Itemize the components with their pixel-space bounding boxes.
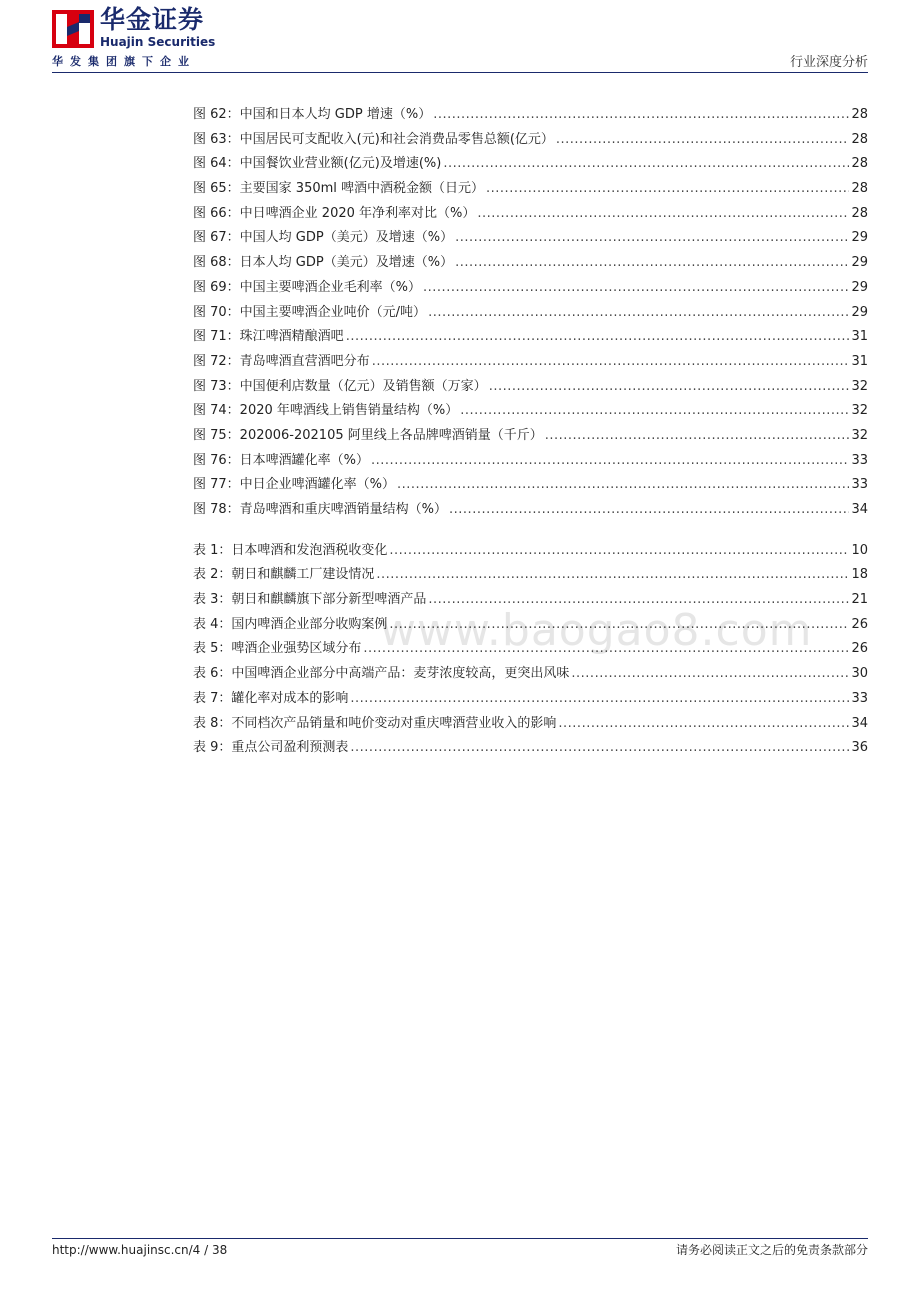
toc-entry-page: 28 [851, 181, 868, 197]
watermark: www.baogao8.com [380, 605, 813, 656]
leader-dots [428, 588, 849, 613]
toc-entry-figure[interactable] [193, 128, 868, 153]
toc-entry-figure[interactable] [193, 498, 868, 523]
toc-entry-page: 32 [851, 427, 868, 443]
leader-dots [389, 613, 849, 638]
toc-entry-figure[interactable] [193, 301, 868, 326]
toc-entry-page: 28 [851, 156, 868, 172]
toc-entry-page: 28 [851, 205, 868, 221]
toc-entry-figure[interactable] [193, 350, 868, 375]
brand-name-en: Huajin Securities [100, 35, 216, 49]
toc-entry-page: 26 [851, 616, 868, 632]
toc-entry-figure[interactable] [193, 251, 868, 276]
toc-entry-table[interactable] [193, 687, 868, 712]
leader-dots [443, 152, 849, 177]
leader-dots [389, 539, 849, 564]
toc-entry-label: 图 68：日本人均 GDP（美元）及增速（%） [193, 255, 454, 271]
toc-entry-page: 10 [851, 542, 868, 558]
toc-entry-page: 31 [851, 329, 868, 345]
toc-entry-page: 34 [851, 715, 868, 731]
toc-entry-label: 表 6：中国啤酒企业部分中高端产品：麦芽浓度较高，更突出风味 [193, 666, 570, 682]
leader-dots [350, 736, 849, 761]
toc-entry-figure[interactable] [193, 202, 868, 227]
leader-dots [460, 399, 849, 424]
toc-entry-label: 图 78：青岛啤酒和重庆啤酒销量结构（%） [193, 502, 448, 517]
toc-entry-figure[interactable] [193, 177, 868, 202]
leader-dots [376, 563, 849, 588]
leader-dots [545, 424, 850, 449]
toc-entry-label: 表 7：罐化率对成本的影响 [193, 690, 349, 706]
toc-entry-label: 图 64：中国餐饮业营业额(亿元)及增速(%) [193, 156, 442, 172]
toc-entry-page: 21 [851, 592, 868, 608]
toc-entry-table[interactable] [193, 539, 868, 564]
toc-entry-label: 图 72：青岛啤酒直营酒吧分布 [193, 353, 370, 369]
toc-entry-label: 图 76：日本啤酒罐化率（%） [193, 452, 370, 468]
toc-entry-page: 29 [851, 230, 868, 246]
toc-entry-page: 32 [851, 378, 868, 394]
toc-entry-label: 图 65：主要国家 350ml 啤酒中酒税金额（日元） [193, 181, 485, 197]
leader-dots [423, 276, 849, 301]
table-of-contents [193, 103, 868, 761]
leader-dots [486, 177, 849, 202]
toc-entry-label: 图 75：202006-202105 阿里线上各品牌啤酒销量（千斤） [193, 427, 543, 443]
toc-entry-label: 图 66：中日啤酒企业 2020 年净利率对比（%） [193, 205, 476, 221]
toc-entry-label: 图 69：中国主要啤酒企业毛利率（%） [193, 279, 422, 295]
toc-entry-figure[interactable] [193, 226, 868, 251]
leader-dots [477, 202, 849, 227]
toc-entry-label: 表 3：朝日和麒麟旗下部分新型啤酒产品 [193, 592, 427, 608]
leader-dots [433, 103, 849, 128]
toc-entry-page: 33 [851, 477, 868, 493]
toc-entry-figure[interactable] [193, 375, 868, 400]
toc-entry-page: 26 [851, 641, 868, 657]
toc-entry-table[interactable] [193, 712, 868, 737]
toc-entry-label: 表 1：日本啤酒和发泡酒税收变化 [193, 542, 388, 558]
toc-entry-page: 28 [851, 107, 868, 122]
toc-entry-figure[interactable] [193, 276, 868, 301]
toc-entry-table[interactable] [193, 613, 868, 638]
toc-entry-page: 32 [851, 403, 868, 419]
leader-dots [449, 498, 849, 523]
footer-divider [52, 1238, 868, 1239]
leader-dots [363, 637, 849, 662]
toc-entry-table[interactable] [193, 662, 868, 687]
leader-dots [397, 473, 849, 498]
figure-list [193, 103, 868, 523]
huajin-logo-icon [52, 10, 94, 48]
toc-entry-table[interactable] [193, 563, 868, 588]
toc-entry-page: 36 [851, 740, 868, 756]
page-header [0, 0, 920, 80]
leader-dots [571, 662, 849, 687]
toc-entry-figure[interactable] [193, 449, 868, 474]
leader-dots [371, 449, 849, 474]
toc-entry-label: 图 71：珠江啤酒精酿酒吧 [193, 329, 344, 345]
toc-entry-page: 18 [851, 567, 868, 583]
brand-name-cn: 华金证券 [100, 5, 205, 34]
footer-disclaimer: 请务必阅读正文之后的免责条款部分 [675, 1243, 868, 1257]
toc-entry-page: 29 [851, 255, 868, 271]
toc-entry-label: 表 5：啤酒企业强势区域分布 [193, 641, 362, 657]
toc-entry-label: 表 9：重点公司盈利预测表 [193, 740, 349, 756]
leader-dots [556, 128, 850, 153]
footer-url-page[interactable]: http://www.huajinsc.cn/4 / 38 [52, 1243, 228, 1257]
leader-dots [489, 375, 850, 400]
toc-entry-label: 图 67：中国人均 GDP（美元）及增速（%） [193, 230, 454, 246]
toc-entry-figure[interactable] [193, 325, 868, 350]
toc-entry-table[interactable] [193, 588, 868, 613]
report-type-label: 行业深度分析 [789, 55, 868, 70]
toc-entry-figure[interactable] [193, 399, 868, 424]
toc-entry-page: 30 [851, 666, 868, 682]
toc-entry-page: 33 [851, 452, 868, 468]
toc-entry-figure[interactable] [193, 103, 868, 128]
toc-entry-page: 34 [851, 502, 868, 517]
toc-entry-label: 表 2：朝日和麒麟工厂建设情况 [193, 567, 375, 583]
toc-entry-label: 图 62：中国和日本人均 GDP 增速（%） [193, 107, 432, 122]
toc-entry-figure[interactable] [193, 152, 868, 177]
toc-entry-page: 33 [851, 690, 868, 706]
toc-entry-label: 图 63：中国居民可支配收入(元)和社会消费品零售总额(亿元） [193, 131, 554, 147]
group-tagline: 华发集团旗下企业 [52, 55, 196, 68]
toc-entry-figure[interactable] [193, 473, 868, 498]
leader-dots [558, 712, 849, 737]
toc-entry-table[interactable] [193, 637, 868, 662]
toc-entry-figure[interactable] [193, 424, 868, 449]
toc-entry-label: 图 77：中日企业啤酒罐化率（%） [193, 477, 396, 493]
toc-entry-label: 表 4：国内啤酒企业部分收购案例 [193, 616, 388, 632]
toc-entry-page: 29 [851, 279, 868, 295]
leader-dots [455, 251, 849, 276]
toc-entry-label: 图 73：中国便利店数量（亿元）及销售额（万家） [193, 378, 487, 394]
toc-entry-label: 图 74：2020 年啤酒线上销售销量结构（%） [193, 403, 459, 419]
toc-entry-label: 图 70：中国主要啤酒企业吨价（元/吨） [193, 304, 427, 320]
toc-entry-label: 表 8：不同档次产品销量和吨价变动对重庆啤酒营业收入的影响 [193, 715, 557, 731]
header-divider [52, 72, 868, 73]
toc-entry-page: 29 [851, 304, 868, 320]
leader-dots [372, 350, 850, 375]
table-list [193, 539, 868, 761]
toc-entry-page: 28 [851, 131, 868, 147]
leader-dots [428, 301, 849, 326]
leader-dots [455, 226, 849, 251]
toc-entry-page: 31 [851, 353, 868, 369]
leader-dots [350, 687, 849, 712]
toc-entry-table[interactable] [193, 736, 868, 761]
leader-dots [346, 325, 850, 350]
